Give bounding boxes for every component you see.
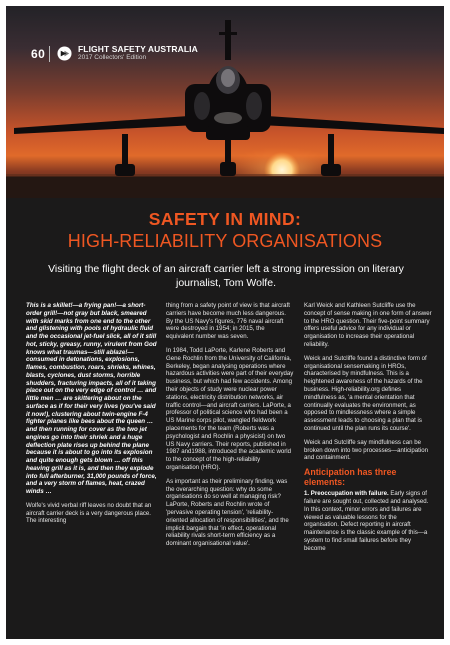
flight-safety-australia-logo-icon — [57, 46, 72, 61]
list-item-body: Early signs of failure are sought out, collected and analysed. In this context, minor errors and failures are viewed as valuable lessons for the organisation. Defect reporting in aircraft maintenance is the classic example of this—a system to find small failures before they become — [304, 490, 429, 552]
edition-label: 2017 Collectors' Edition — [78, 54, 147, 61]
body-paragraph: Weick and Sutcliffe found a distinctive form of organisational sensemaking in HROs, characterised by mindfulness. This is a heightened awareness of the hazards of the business. High-reliability.org defines mindfulness as, 'a mental orientation that continually evaluates the environment, as opposed to mindlessness where a simple assessment leads to choosing a plan that is continued until the plan runs its course'. — [304, 354, 427, 432]
list-item — [304, 490, 432, 552]
header-divider — [49, 46, 50, 62]
body-paragraph: In 1984, Todd LaPorte, Karlene Roberts and Gene Rochlin from the University of California, Berkeley, began analysing operations where hazardous activities were part of their everyday business, but which had few accidents. Among their objects of study were nuclear power stations, electricity distribution networks, air traffic control—and aircraft carriers. LaPorte, a professor of political science who had been a US Marine corps pilot, wangled fieldwork placements for the team (Roberts was a psychologist and Rochlin a physicist) on two US Navy carriers. Their reports, published in 1987 and1988, introduced the academic world to the concept of the high-reliability organisation (HRO). — [166, 346, 294, 471]
fighter-jet-sunset-image — [6, 6, 444, 198]
hero-photo-sunset-jet — [6, 6, 444, 198]
body-paragraph: As important as their preliminary finding, was the overarching question: why do some organisations do so well at managing risk? LaPorte, Roberts and Rochlin wrote of 'pervasive operating tension', 'reliability-oriented allocation of responsibilities', and the implicit bargain that 'in effect, operational reliability rivals short-term efficiency as a dominant organisational value'. — [166, 477, 289, 548]
list-item-lead: 1. Preoccupation with failure. — [304, 490, 389, 498]
page-number: 60 — [31, 47, 46, 61]
article-title-line1: SAFETY IN MIND: — [148, 209, 302, 229]
section-subheading: Anticipation has three elements: — [304, 467, 397, 487]
column-1 — [26, 302, 157, 531]
body-paragraph: Wolfe's vivid verbal riff leaves no doubt that an aircraft carrier deck is a very dangerous place. The interesting — [26, 501, 152, 525]
magazine-page — [6, 6, 444, 639]
article-standfirst: Visiting the flight deck of an aircraft carrier left a strong impression on literary journalist, Tom Wolfe. — [48, 263, 404, 289]
magazine-name: FLIGHT SAFETY AUSTRALIA — [78, 44, 198, 54]
column-3 — [304, 302, 432, 559]
body-paragraph: Karl Weick and Kathleen Sutcliffe use the concept of sense making in one form of answer to the HRO question. Their five-point summary offers useful advice for any individual or organisation to increase their operational reliability. — [304, 302, 432, 348]
page-header — [6, 43, 444, 65]
column-2 — [166, 302, 294, 554]
opening-quote: This is a skillet!—a frying pan!—a short-order grill!—not gray but black, smeared with skid marks from one end to the other and glistening with pools of hydraulic fluid and the occasional jet-fuel slick, all of it still hot, sticky, greasy, runny, virulent from God knows what traumas—still ablaze!—consumed in detonations, explosions, flames, combustion, roars, shrieks, whines, blasts, cyclones, dust storms, horrible shudders, fracturing impacts, all of it taking place out on the very edge of control … and little men … are skittering about on the surface as if for their very lives (you've said it now!), clustering about twin-engine F-4 fighter planes like bees about the queen … and then running for cover as the two jet engines go into their shriek and a huge deflection plate rises up behind the plane because it is about to go into its explosion and quite enough gets blown … off this heaving grill as it is, and then they explode into full afterburner, 31,000 pounds of force, and a very storm of flames, heat, crazed winds … — [26, 302, 157, 495]
body-paragraph: Weick and Sutcliffe say mindfulness can be broken down into two processes—anticipation and containment. — [304, 438, 428, 462]
article-title-line2: HIGH-RELIABILITY ORGANISATIONS — [67, 231, 383, 251]
body-paragraph: thing from a safety point of view is that aircraft carriers have become much less dangerous. By the US Navy's figures, 776 naval aircraft were destroyed in 1954; in 2015, the equivalent number was seven. — [166, 302, 290, 341]
